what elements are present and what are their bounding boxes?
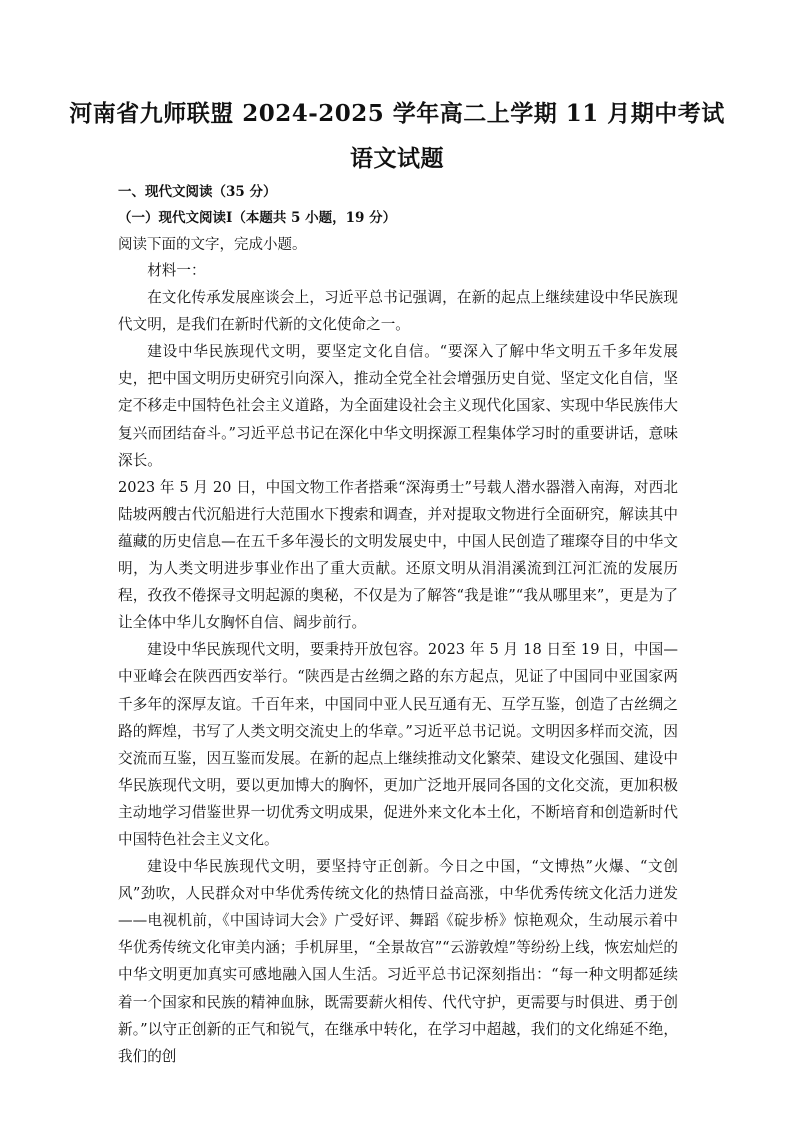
section-heading: 一、现代文阅读（35 分） [118,184,277,200]
subsection-heading: （一）现代文阅读Ⅰ（本题共 5 小题，19 分） [118,210,397,226]
exam-subject: 语文试题 [350,145,444,172]
paragraph: 建设中华民族现代文明，要秉持开放包容。2023 年 5 月 18 日至 19 日，中国—中亚峰会在陕西西安举行。“陕西是古丝绸之路的东方起点，见证了中国同中亚国家两千多年的深厚友谊。千百年来，中国同中亚人民互通有无、互学互鉴，创造了古丝绸之路的辉煌，书写了人类文明交流史上的华章。”习近平总书记说。文明因多样而交流，因交流而互鉴，因互鉴而发展。在新的起点上继续推动文化繁荣、建设文化强国、建设中华民族现代文明，要以更加博大的胸怀，更加广泛地开展同各国的文化交流，更加积极主动地学习借鉴世界一切优秀文明成果，促进外来文化本土化，不断培育和创造新时代中国特色社会主义文化。 [118,641,678,848]
exam-title: 河南省九师联盟 2024-2025 学年高二上学期 11 月期中考试 [69,100,725,127]
paragraph: 2023 年 5 月 20 日，中国文物工作者搭乘“深海勇士”号载人潜水器潜入南海，对西北陆坡两艘古代沉船进行大范围水下搜索和调查，并对提取文物进行全面研究，解读其中蕴藏的历史信息—在五千多年漫长的文明发展史中，中国人民创造了璀璨夺目的中华文明，为人类文明进步事业作出了重大贡献。还原文明从涓涓溪流到江河汇流的发展历程，孜孜不倦探寻文明起源的奥秘，不仅是为了解答“我是谁”“我从哪里来”，更是为了让全体中华儿女胸怀自信、阔步前行。 [118,478,678,632]
paragraph: 在文化传承发展座谈会上，习近平总书记强调，在新的起点上继续建设中华民族现代文明，是我们在新时代新的文化使命之一。 [118,289,678,334]
reading-passage [118,257,678,1070]
paragraph: 建设中华民族现代文明，要坚持守正创新。今日之中国，“文博热”火爆、“文创风”劲吹，人民群众对中华优秀传统文化的热情日益高涨，中华优秀传统文化活力迸发——电视机前，《中国诗词大会》广受好评、舞蹈《碇步桥》惊艳观众，生动展示着中华优秀传统文化审美内涵；手机屏里，“全景故宫”“云游敦煌”等纷纷上线，恢宏灿烂的中华文明更加真实可感地融入国人生活。习近平总书记深刻指出：“每一种文明都延续着一个国家和民族的精神血脉，既需要薪火相传、代代守护，更需要与时俱进、勇于创新。”以守正创新的正气和锐气，在继承中转化，在学习中超越，我们的文化绵延不绝，我们的创 [118,858,678,1065]
instruction-text: 阅读下面的文字，完成小题。 [118,237,307,253]
paragraph: 建设中华民族现代文明，要坚定文化自信。“要深入了解中华文明五千多年发展史，把中国文明历史研究引向深入，推动全党全社会增强历史自觉、坚定文化自信，坚定不移走中国特色社会主义道路，为全面建设社会主义现代化国家、实现中华民族伟大复兴而团结奋斗。”习近平总书记在深化中华文明探源工程集体学习时的重要讲话，意味深长。 [118,343,678,469]
material-label: 材料一： [147,262,206,279]
